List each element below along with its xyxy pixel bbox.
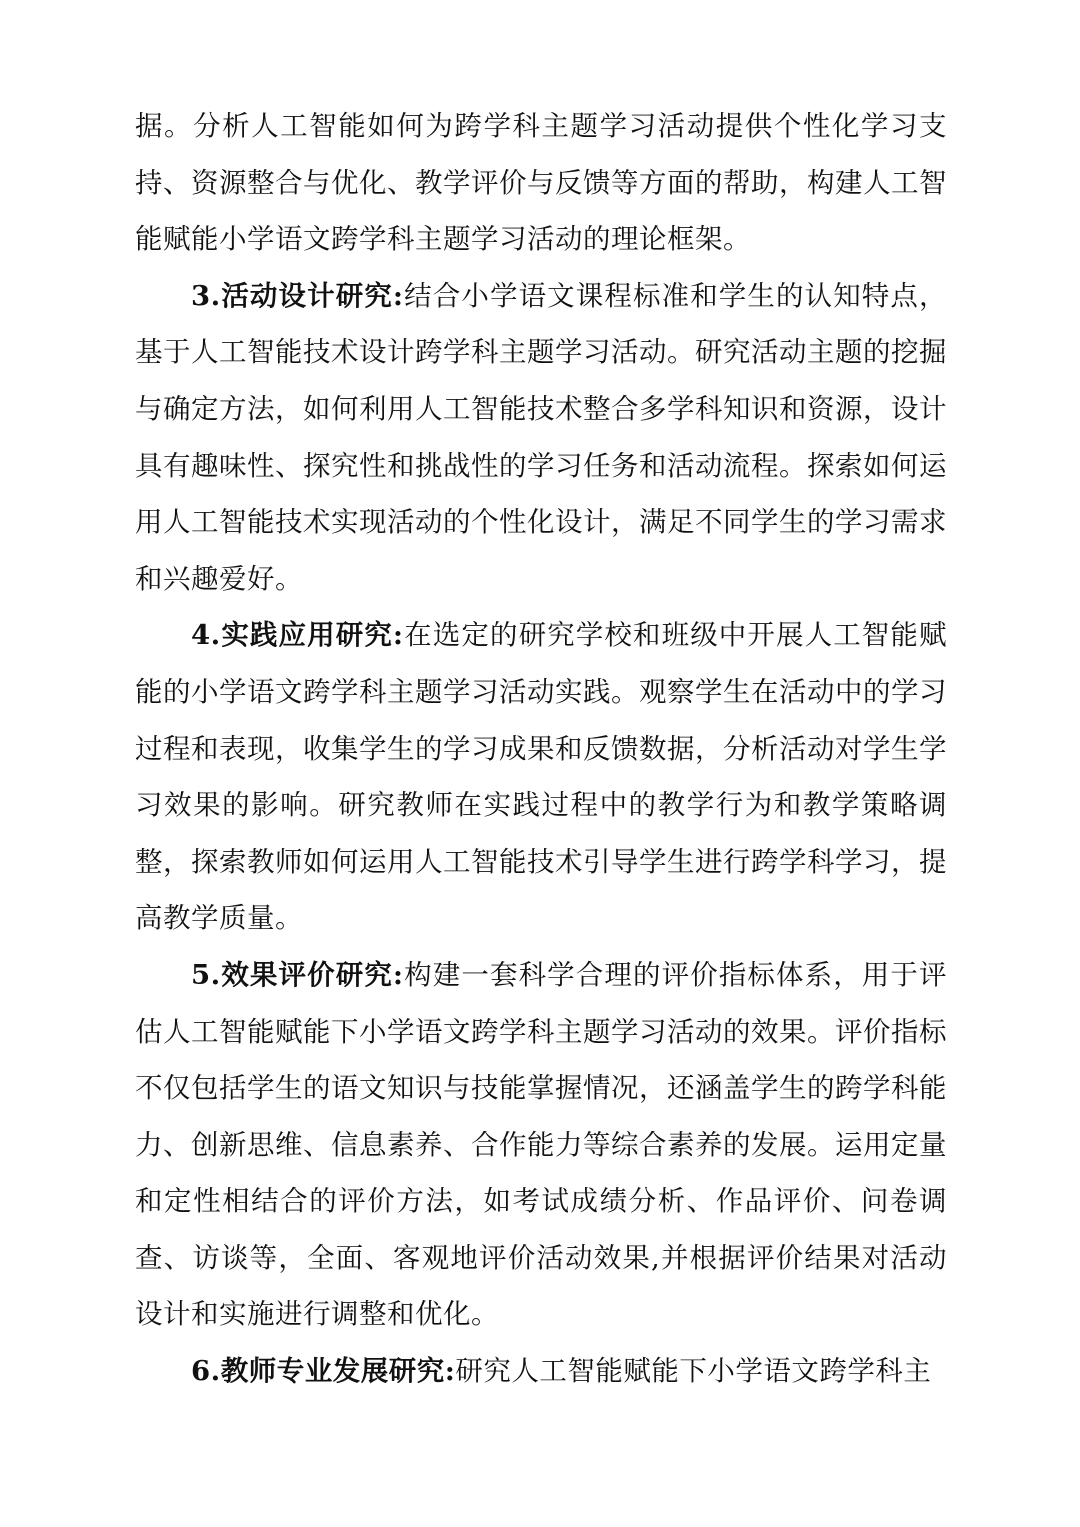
section-number: 6. (191, 1355, 221, 1388)
paragraph-effect-evaluation (135, 947, 947, 1343)
paragraph-text: 结合小学语文课程标准和学生的认知特点，基于人工智能技术设计跨学科主题学习活动。研究活动主题的挖掘与确定方法，如何利用人工智能技术整合多学科知识和资源，设计具有趣味性、探究性和挑战性的学习任务和活动流程。探索如何运用人工智能技术实现活动的个性化设计，满足不同学生的学习需求和兴趣爱好。 (135, 279, 947, 595)
section-number: 4. (191, 619, 221, 652)
section-number: 3. (191, 279, 221, 312)
paragraph-text: 研究人工智能赋能下小学语文跨学科主 (455, 1355, 932, 1388)
document-page (135, 98, 947, 1400)
paragraph-text: 据。分析人工智能如何为跨学科主题学习活动提供个性化学习支持、资源整合与优化、教学评价与反馈等方面的帮助，构建人工智能赋能小学语文跨学科主题学习活动的理论框架。 (135, 110, 947, 256)
section-heading: 效果评价研究: (220, 958, 404, 991)
paragraph-text: 在选定的研究学校和班级中开展人工智能赋能的小学语文跨学科主题学习活动实践。观察学生在活动中的学习过程和表现，收集学生的学习成果和反馈数据，分析活动对学生学习效果的影响。研究教师在实践过程中的教学行为和教学策略调整，探索教师如何运用人工智能技术引导学生进行跨学科学习，提高教学质量。 (135, 619, 947, 935)
paragraph-text: 构建一套科学合理的评价指标体系，用于评估人工智能赋能下小学语文跨学科主题学习活动的效果。评价指标不仅包括学生的语文知识与技能掌握情况，还涵盖学生的跨学科能力、创新思维、信息素养、合作能力等综合素养的发展。运用定量和定性相结合的评价方法，如考试成绩分析、作品评价、问卷调查、访谈等，全面、客观地评价活动效果,并根据评价结果对活动设计和实施进行调整和优化。 (135, 958, 947, 1331)
section-heading: 教师专业发展研究: (220, 1355, 456, 1388)
paragraph-teacher-development (135, 1343, 947, 1400)
paragraph-continuation (135, 98, 947, 268)
paragraph-practice-application (135, 607, 947, 947)
section-heading: 活动设计研究: (220, 279, 404, 312)
section-heading: 实践应用研究: (220, 619, 404, 652)
paragraph-activity-design (135, 268, 947, 608)
section-number: 5. (191, 958, 221, 991)
